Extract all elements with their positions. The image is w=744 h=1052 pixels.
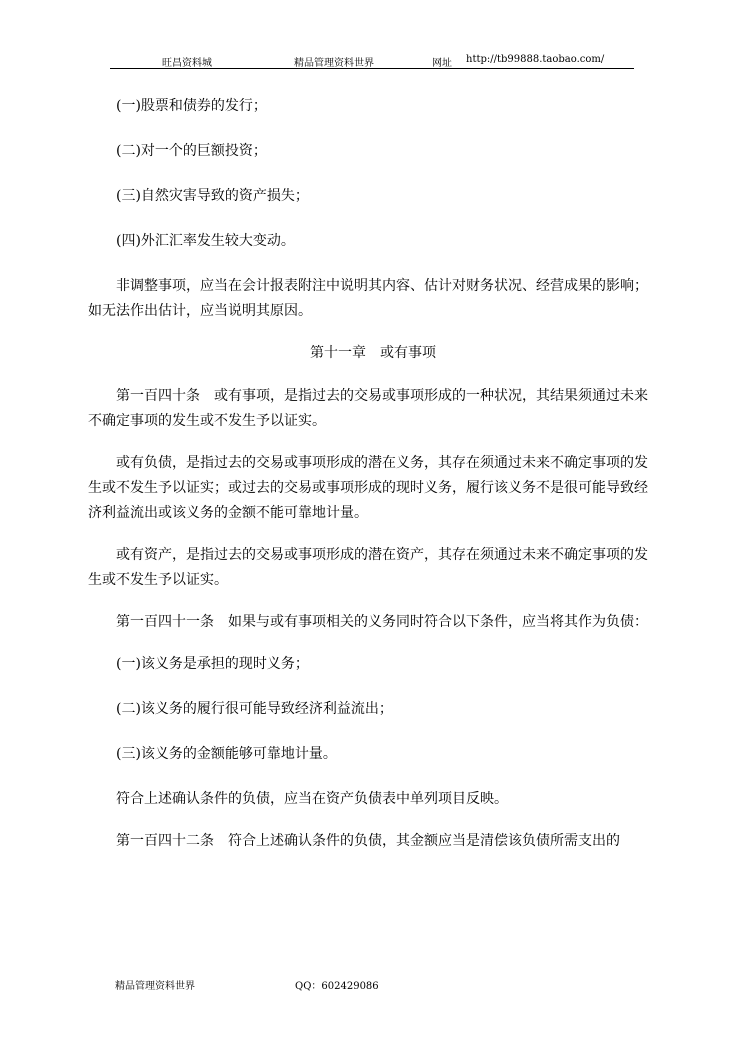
paragraph: 第一百四十二条 符合上述确认条件的负债，其金额应当是清偿该负债所需支出的: [116, 833, 620, 849]
paragraph: 第一百四十条 或有事项，是指过去的交易或事项形成的一种状况，其结果须通过未来不确定事项的发生或不发生予以证实。: [88, 388, 648, 429]
paragraph: 第一百四十一条 如果与或有事项相关的义务同时符合以下条件，应当将其作为负债：: [116, 614, 648, 630]
chapter-heading: 第十一章 或有事项: [310, 345, 436, 361]
page-header: [110, 48, 634, 69]
paragraph: 非调整事项，应当在会计报表附注中说明其内容、估计对财务状况、经营成果的影响；如无法作出估计，应当说明其原因。: [88, 278, 648, 319]
list-item: (三)自然灾害导致的资产损失；: [116, 188, 309, 204]
list-item: (三)该义务的金额能够可靠地计量。: [116, 746, 337, 762]
header-shop-name: 旺昌资料城: [162, 58, 212, 69]
header-url-label: 网址: [432, 58, 452, 69]
header-brand: 精品管理资料世界: [294, 58, 374, 69]
paragraph: 或有负债，是指过去的交易或事项形成的潜在义务，其存在须通过未来不确定事项的发生或不发生予以证实；或过去的交易或事项形成的现时义务，履行该义务不是很可能导致经济利益流出或该义务的金额不能可靠地计量。: [88, 455, 648, 521]
paragraph: 或有资产，是指过去的交易或事项形成的潜在资产，其存在须通过未来不确定事项的发生或不发生予以证实。: [88, 547, 648, 588]
list-item: (一)该义务是承担的现时义务；: [116, 656, 309, 672]
footer-brand: 精品管理资料世界: [115, 981, 195, 992]
list-item: (一)股票和债券的发行；: [116, 98, 267, 114]
list-item: (二)该义务的履行很可能导致经济利益流出；: [116, 701, 393, 717]
footer-qq: QQ：602429086: [295, 981, 379, 992]
document-body: [88, 94, 658, 871]
header-url: http://tb99888.taobao.com/: [466, 54, 605, 65]
list-item: (四)外汇汇率发生较大变动。: [116, 233, 295, 249]
paragraph: 符合上述确认条件的负债，应当在资产负债表中单列项目反映。: [116, 791, 508, 807]
list-item: (二)对一个的巨额投资；: [116, 143, 267, 159]
